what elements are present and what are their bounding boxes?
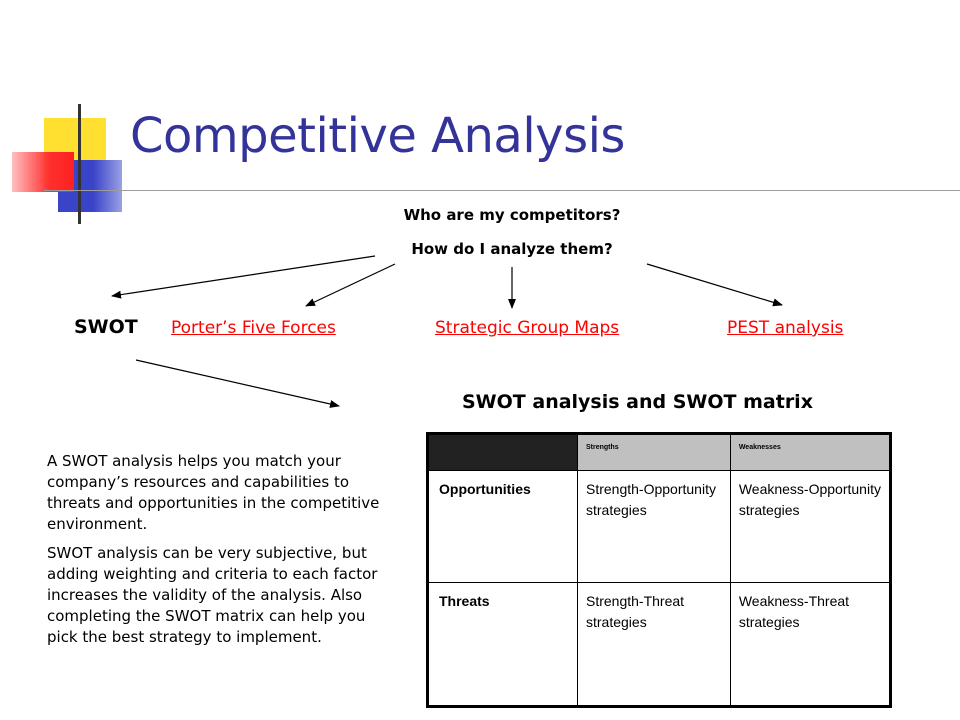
matrix-cell: Weakness-Threat strategies — [730, 583, 890, 707]
description-paragraph: SWOT analysis can be very subjective, but adding weighting and criteria to each factor increases the validity of the analysis. Also completing the SWOT matrix can help you pick the best strategy to implement. — [47, 544, 378, 646]
matrix-row — [428, 583, 891, 707]
matrix-cell: Strength-Opportunity strategies — [578, 471, 731, 583]
matrix-column-header: Weaknesses — [730, 434, 890, 471]
matrix-row-header: Opportunities — [428, 471, 578, 583]
question-analyze: How do I analyze them? — [411, 240, 613, 258]
slide-title: Competitive Analysis — [130, 108, 625, 164]
arrow-to-porter — [306, 264, 395, 306]
strategic-group-maps-link[interactable]: Strategic Group Maps — [435, 318, 620, 338]
matrix-row-header: Threats — [428, 583, 578, 707]
arrow-to-pest — [647, 264, 782, 305]
swot-matrix-title: SWOT analysis and SWOT matrix — [462, 391, 813, 413]
description-paragraph: A SWOT analysis helps you match your company’s resources and capabilities to threats and opportunities in the competitive environment. — [47, 452, 380, 533]
question-competitors: Who are my competitors? — [403, 206, 621, 224]
swot-description — [47, 451, 392, 656]
porters-five-forces-link[interactable]: Porter’s Five Forces — [171, 318, 336, 338]
matrix-column-header: Strengths — [578, 434, 731, 471]
arrow-swot-to-matrix — [136, 360, 339, 406]
swot-label: SWOT — [74, 316, 138, 338]
pest-analysis-link[interactable]: PEST analysis — [727, 318, 844, 338]
arrow-to-swot — [112, 256, 375, 296]
matrix-corner-cell — [428, 434, 578, 471]
matrix-row — [428, 471, 891, 583]
swot-matrix-table — [426, 432, 892, 708]
matrix-cell: Strength-Threat strategies — [578, 583, 731, 707]
matrix-cell: Weakness-Opportunity strategies — [730, 471, 890, 583]
